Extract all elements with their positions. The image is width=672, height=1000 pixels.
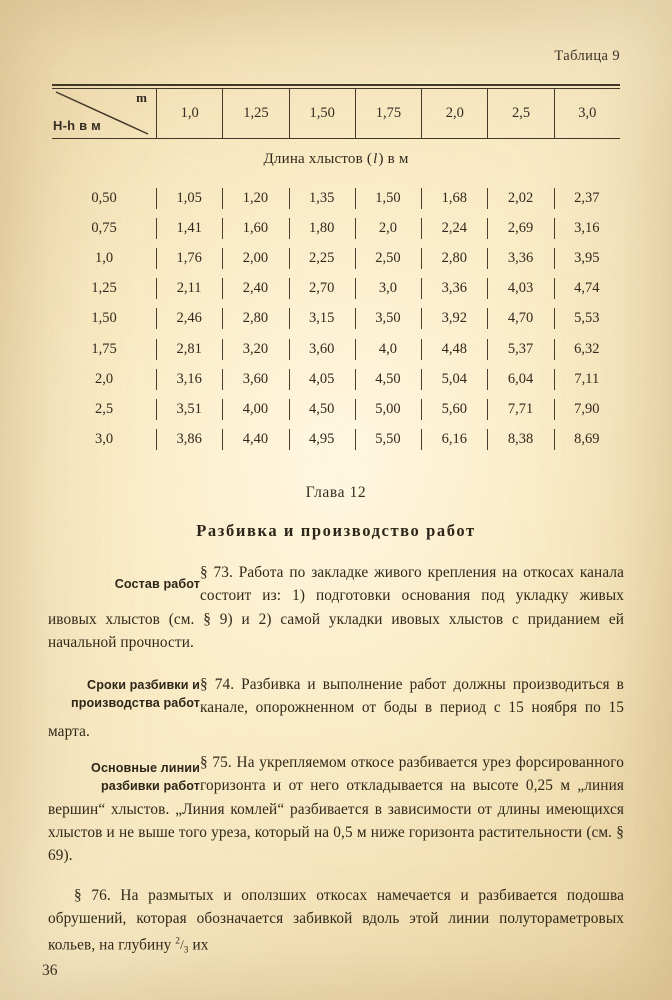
- table-cell: 2,11: [156, 280, 222, 297]
- table-cell: 6,04: [487, 371, 553, 388]
- column-header: 2,5: [487, 89, 553, 138]
- table-cell: 2,37: [554, 190, 620, 207]
- chapter-number: Глава 12: [305, 484, 367, 501]
- page-number: 36: [42, 962, 58, 979]
- row-label: 0,75: [91, 219, 117, 236]
- table-row: [52, 274, 620, 304]
- sidenote-label: Сроки разбивки и производства работ: [71, 678, 200, 710]
- table-cell: 4,50: [289, 401, 355, 418]
- table-cell: 1,50: [355, 190, 421, 207]
- table-cell: 2,81: [156, 341, 222, 358]
- table-cell: 6,32: [554, 341, 620, 358]
- table-cell: 2,70: [289, 280, 355, 297]
- row-label: 1,50: [91, 310, 117, 327]
- table-cell: 5,04: [421, 371, 487, 388]
- row-label: 2,0: [94, 370, 114, 387]
- row-label: 1,25: [91, 280, 117, 297]
- table-cell: 3,36: [421, 280, 487, 297]
- table-cell: 5,37: [487, 341, 553, 358]
- row-label: 0,50: [91, 189, 117, 206]
- row-label: 2,5: [94, 400, 114, 417]
- table-cell: 4,70: [487, 310, 553, 327]
- subheader-text-before: Длина хлыстов (: [263, 150, 373, 167]
- table-cell: 5,53: [554, 310, 620, 327]
- subheader-symbol: l: [373, 150, 378, 167]
- table-corner-cell: [52, 89, 156, 138]
- table-cell: 8,38: [487, 431, 553, 448]
- table-cell: 4,48: [421, 341, 487, 358]
- data-table: [52, 84, 620, 455]
- sidenote-label: Состав работ: [114, 577, 200, 591]
- table-row: [52, 394, 620, 424]
- table-cell: 4,74: [554, 280, 620, 297]
- table-cell: 2,00: [222, 250, 288, 267]
- table-cell: 7,11: [554, 371, 620, 388]
- table-row: [52, 304, 620, 334]
- table-cell: 2,50: [355, 250, 421, 267]
- section-body: [48, 884, 624, 963]
- table-cell: 4,03: [487, 280, 553, 297]
- table-cell: 2,46: [156, 310, 222, 327]
- table-row: [52, 334, 620, 364]
- table-row: [52, 243, 620, 273]
- table-cell: 1,05: [156, 190, 222, 207]
- section-74: [48, 673, 624, 743]
- table-cell: 3,51: [156, 401, 222, 418]
- table-cell: 4,50: [355, 371, 421, 388]
- table-row: [52, 183, 620, 213]
- table-cell: 5,60: [421, 401, 487, 418]
- table-cell: 2,02: [487, 190, 553, 207]
- table-cell: 3,15: [289, 310, 355, 327]
- table-cell: 3,0: [355, 280, 421, 297]
- table-cell: 3,20: [222, 341, 288, 358]
- table-cell: 3,36: [487, 250, 553, 267]
- section-body: § 75. На укрепляемом откосе разбивается урез форсированного горизонта и от него откладывается на высоте 0,25 м „линия вершин“ хлыстов. „Линия комлей“ разбивается в зависимости от длины имеющихся хлыстов и не выше того уреза, который на 0,5 м ниже горизонта растительности (см. § 69).: [48, 754, 624, 865]
- section-76: [48, 884, 624, 963]
- chapter-title: Разбивка и производство работ: [196, 521, 476, 540]
- column-header: 1,75: [355, 89, 421, 138]
- sidenote-label: Основные линии разбивки работ: [91, 761, 200, 793]
- table-cell: 3,60: [289, 341, 355, 358]
- table-cell: 1,35: [289, 190, 355, 207]
- table-header-row: [52, 89, 620, 138]
- column-header: 2,0: [421, 89, 487, 138]
- table-cell: 4,00: [222, 401, 288, 418]
- column-header: 1,0: [156, 89, 222, 138]
- table-cell: 2,25: [289, 250, 355, 267]
- fraction-two-thirds: $^2/_3$: [175, 936, 189, 956]
- table-cell: 2,80: [421, 250, 487, 267]
- section-73: [48, 561, 624, 654]
- fraction-denominator: 3: [183, 945, 189, 956]
- table-body: [52, 179, 620, 455]
- table-cell: 5,50: [355, 431, 421, 448]
- table-cell: 7,90: [554, 401, 620, 418]
- column-header: 1,25: [222, 89, 288, 138]
- corner-row-label: H-h в м: [53, 118, 101, 133]
- table-cell: 5,00: [355, 401, 421, 418]
- table-cell: 7,71: [487, 401, 553, 418]
- table-cell: 1,80: [289, 220, 355, 237]
- table-cell: 3,60: [222, 371, 288, 388]
- paragraph-text-after-fraction: их: [188, 935, 209, 953]
- corner-column-label: m: [136, 90, 147, 105]
- section-body: § 73. Работа по закладке живого крепления на откосах канала состоит из: 1) подготовки основания под укладку живых ивовых хлыстов (см. § 9) и 2) самой укладки ивовых хлыстов с приданием ей начальной прочности.: [48, 564, 624, 651]
- row-label: 1,75: [91, 340, 117, 357]
- table-cell: 3,95: [554, 250, 620, 267]
- table-cell: 1,20: [222, 190, 288, 207]
- table-row: [52, 364, 620, 394]
- table-cell: 2,40: [222, 280, 288, 297]
- fraction-numerator: 2: [175, 936, 181, 947]
- table-subheader: [52, 139, 620, 179]
- table-cell: 4,0: [355, 341, 421, 358]
- column-header: 1,50: [289, 89, 355, 138]
- table-cell: 4,95: [289, 431, 355, 448]
- table-cell: 3,16: [156, 371, 222, 388]
- table-cell: 3,50: [355, 310, 421, 327]
- table-cell: 2,80: [222, 310, 288, 327]
- table-cell: 1,76: [156, 250, 222, 267]
- table-cell: 3,86: [156, 431, 222, 448]
- table-cell: 6,16: [421, 431, 487, 448]
- table-cell: 1,60: [222, 220, 288, 237]
- table-caption: Таблица 9: [554, 48, 620, 64]
- table-cell: 8,69: [554, 431, 620, 448]
- table-cell: 4,40: [222, 431, 288, 448]
- table-row: [52, 213, 620, 243]
- table-cell: 2,69: [487, 220, 553, 237]
- row-label: 3,0: [94, 431, 114, 448]
- table-row: [52, 425, 620, 455]
- section-75: [48, 751, 624, 867]
- column-header: 3,0: [554, 89, 620, 138]
- table-cell: 3,92: [421, 310, 487, 327]
- table-cell: 3,16: [554, 220, 620, 237]
- row-label: 1,0: [94, 249, 114, 266]
- paragraph-text-before-fraction: § 76. На размытых и оползших откосах намечается и разбивается подошва обрушений, которая обозначается забивкой вдоль этой линии полутораметровых кольев, на глубину: [48, 887, 624, 953]
- table-cell: 4,05: [289, 371, 355, 388]
- table-cell: 1,68: [421, 190, 487, 207]
- subheader-text-after: ) в м: [378, 150, 409, 167]
- section-body: § 74. Разбивка и выполнение работ должны производиться в канале, опорожненном от боды в период с 15 ноября по 15 марта.: [48, 676, 624, 740]
- table-cell: 1,41: [156, 220, 222, 237]
- table-cell: 2,0: [355, 220, 421, 237]
- table-cell: 2,24: [421, 220, 487, 237]
